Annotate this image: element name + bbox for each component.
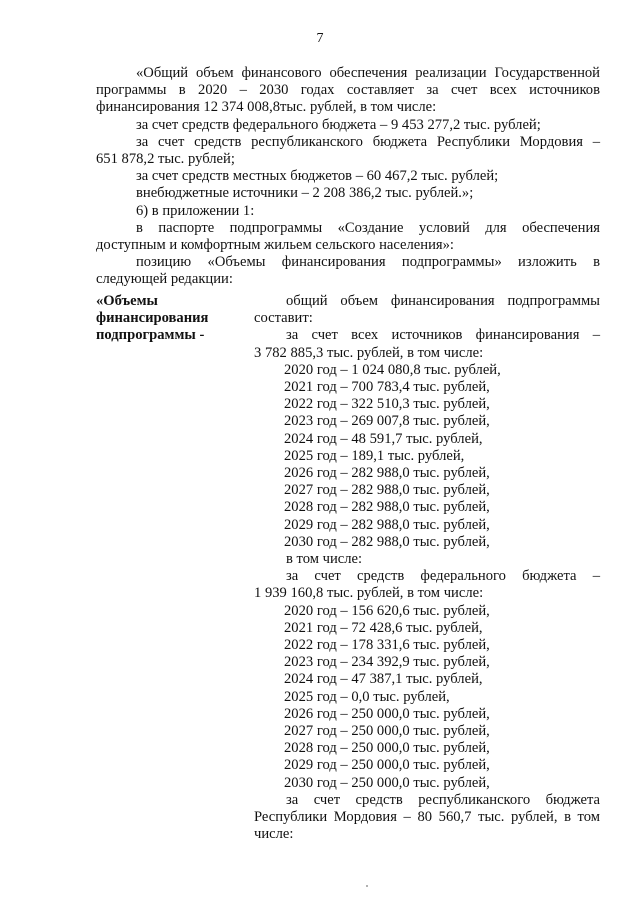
section-content-line: 2027 год – 282 988,0 тыс. рублей, bbox=[284, 482, 490, 499]
section-content-line: 2021 год – 700 783,4 тыс. рублей, bbox=[284, 379, 490, 396]
intro-line: программы в 2020 – 2030 годах составляет за счет всех источников bbox=[96, 82, 600, 99]
section-content-line: 1 939 160,8 тыс. рублей, в том числе: bbox=[254, 585, 484, 602]
intro-line: позицию «Объемы финансирования подпрограммы» изложить в bbox=[136, 254, 600, 271]
section-label-line: финансирования bbox=[96, 310, 209, 327]
section-content-line: общий объем финансирования подпрограммы bbox=[286, 293, 600, 309]
section-content-line: 2028 год – 250 000,0 тыс. рублей, bbox=[284, 740, 490, 757]
intro-line: «Общий объем финансового обеспечения реализации Государственной bbox=[136, 65, 600, 81]
section-content-line: составит: bbox=[254, 310, 313, 327]
section-content-line: 2023 год – 269 007,8 тыс. рублей, bbox=[284, 413, 490, 430]
intro-line: следующей редакции: bbox=[96, 271, 233, 288]
intro-line: финансирования 12 374 008,8тыс. рублей, в том числе: bbox=[96, 99, 437, 116]
section-content-line: 2025 год – 0,0 тыс. рублей, bbox=[284, 688, 450, 705]
page-number: 7 bbox=[316, 31, 324, 46]
section-content-line: 2024 год – 48 591,7 тыс. рублей, bbox=[284, 430, 483, 447]
section-content-line: в том числе: bbox=[286, 551, 363, 568]
section-content-line: за счет средств федерального бюджета – bbox=[286, 568, 600, 585]
section-content-line: 2027 год – 250 000,0 тыс. рублей, bbox=[284, 723, 490, 740]
intro-text bbox=[96, 65, 600, 289]
section-content-line: 2025 год – 189,1 тыс. рублей, bbox=[284, 447, 465, 464]
section-content-line: за счет всех источников финансирования – bbox=[286, 327, 600, 344]
section-label-line: подпрограммы - bbox=[96, 327, 205, 344]
intro-line: внебюджетные источники – 2 208 386,2 тыс. рублей.»; bbox=[136, 185, 474, 202]
section-content-line: 2026 год – 282 988,0 тыс. рублей, bbox=[284, 465, 490, 482]
section-content-line: 2021 год – 72 428,6 тыс. рублей, bbox=[284, 619, 483, 636]
intro-line: 6) в приложении 1: bbox=[136, 202, 255, 219]
section-content-line: 2028 год – 282 988,0 тыс. рублей, bbox=[284, 499, 490, 516]
intro-line: за счет средств федерального бюджета – 9 453 277,2 тыс. рублей; bbox=[136, 116, 541, 133]
intro-line: за счет средств местных бюджетов – 60 467,2 тыс. рублей; bbox=[136, 168, 499, 185]
section-content-line: 2022 год – 322 510,3 тыс. рублей, bbox=[284, 396, 490, 413]
intro-line: за счет средств республиканского бюджета Республики Мордовия – bbox=[136, 133, 600, 150]
section-content-line: Республики Мордовия – 80 560,7 тыс. рублей, в том bbox=[254, 809, 600, 826]
scan-dot bbox=[366, 885, 368, 887]
section-content-line: 2029 год – 250 000,0 тыс. рублей, bbox=[284, 757, 490, 774]
section-content-line: 2030 год – 282 988,0 тыс. рублей, bbox=[284, 533, 490, 550]
section-content-line: 2020 год – 1 024 080,8 тыс. рублей, bbox=[284, 361, 501, 378]
section-content-line: 2023 год – 234 392,9 тыс. рублей, bbox=[284, 654, 490, 671]
section-content-line: 2029 год – 282 988,0 тыс. рублей, bbox=[284, 516, 490, 533]
intro-line: доступным и комфортным жильем сельского населения»: bbox=[96, 237, 454, 254]
intro-line: в паспорте подпрограммы «Создание условий для обеспечения bbox=[136, 219, 600, 236]
section-content bbox=[254, 293, 600, 844]
section-content-line: 2020 год – 156 620,6 тыс. рублей, bbox=[284, 602, 490, 619]
section-content-line: 3 782 885,3 тыс. рублей, в том числе: bbox=[254, 344, 484, 361]
section-content-line: 2024 год – 47 387,1 тыс. рублей, bbox=[284, 671, 483, 688]
section-content-line: 2026 год – 250 000,0 тыс. рублей, bbox=[284, 705, 490, 722]
section-content-line: 2030 год – 250 000,0 тыс. рублей, bbox=[284, 774, 490, 791]
intro-line: 651 878,2 тыс. рублей; bbox=[96, 151, 235, 168]
section-label-line: «Объемы bbox=[96, 293, 158, 309]
section-content-line: за счет средств республиканского бюджета bbox=[286, 791, 600, 808]
section-label bbox=[96, 293, 246, 345]
section-content-line: числе: bbox=[254, 826, 294, 843]
section-content-line: 2022 год – 178 331,6 тыс. рублей, bbox=[284, 637, 490, 654]
